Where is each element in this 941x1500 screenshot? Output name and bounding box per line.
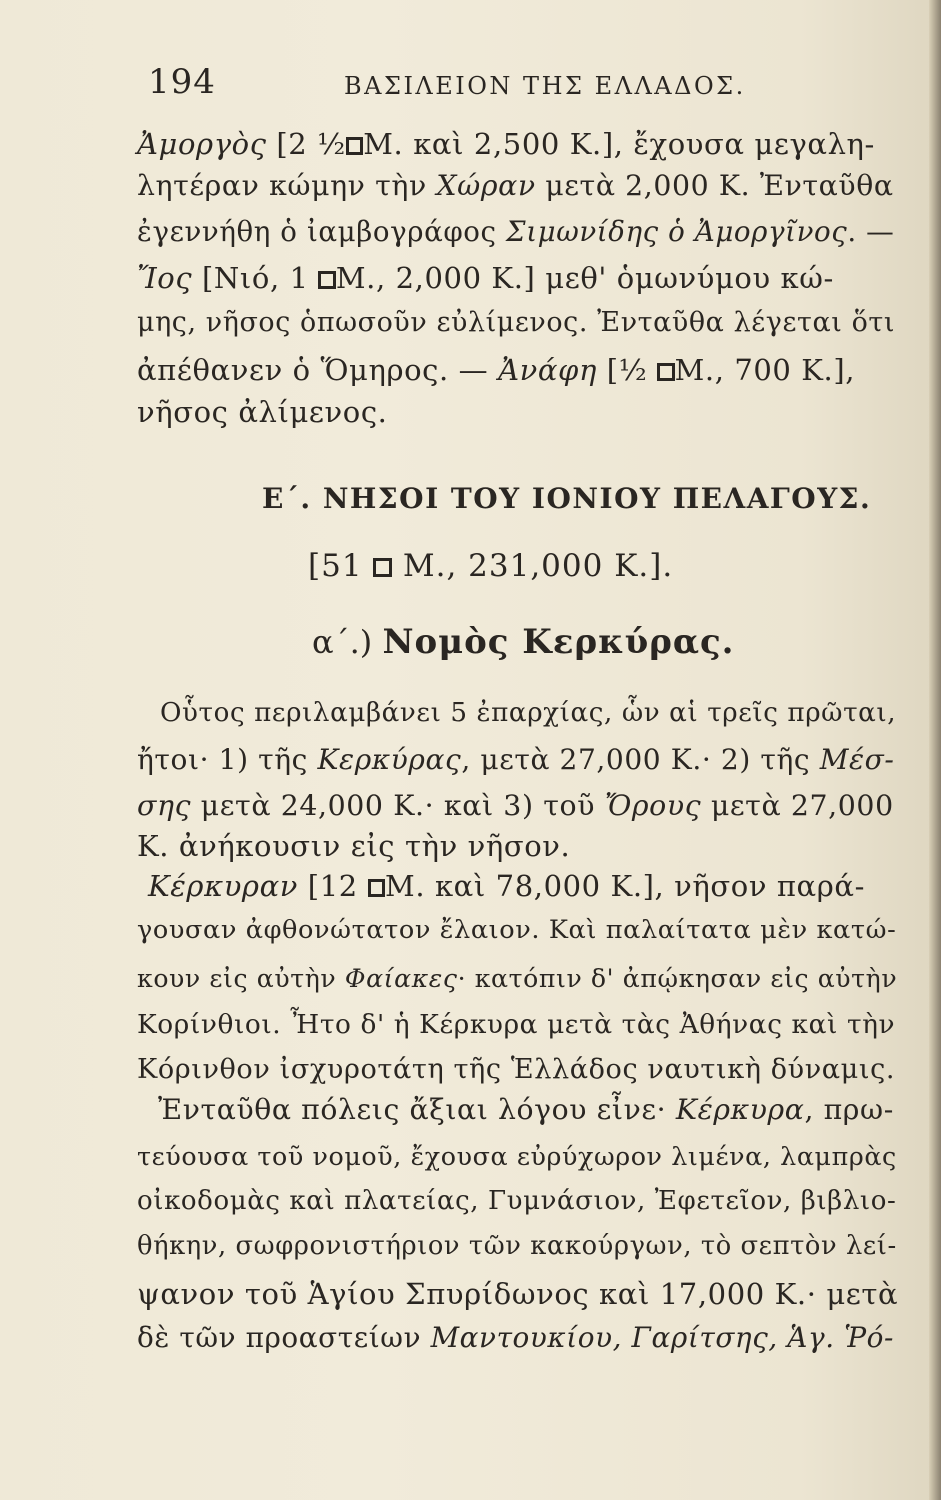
text-line: ἐγεννήθη ὁ ἰαμβογράφος Σιμωνίδης ὁ Ἀμοργῖνος. — — [137, 215, 895, 248]
text-line: Κόρινθον ἰσχυροτάτη τῆς Ἑλλάδος ναυτικὴ δύναμις. — [137, 1054, 896, 1085]
text-line: Ἀμοργὸς [2 ½ Μ. καὶ 2,500 Κ.], ἔχουσα μεγαλη- — [137, 127, 875, 161]
square-symbol-icon — [318, 271, 335, 288]
square-symbol-icon — [373, 558, 392, 577]
text-line: Κέρκυραν [12 Μ. καὶ 78,000 Κ.], νῆσον παρά- — [148, 869, 865, 903]
text-line: Ἐνταῦθα πόλεις ἄξιαι λόγου εἶνε· Κέρκυρα, πρω- — [158, 1093, 894, 1126]
text-line: ἤτοι· 1) τῆς Κερκύρας, μετὰ 27,000 Κ.· 2) τῆς Μέσ- — [137, 743, 895, 776]
square-symbol-icon — [346, 137, 363, 154]
text-line: Ἴος [Νιό, 1 Μ., 2,000 Κ.] μεθ' ὁμωνύμου κώ- — [137, 261, 834, 295]
text-line: λητέραν κώμην τὴν Χώραν μετὰ 2,000 Κ. Ἐνταῦθα — [137, 169, 894, 202]
section-stats: [51 Μ., 231,000 Κ.]. — [308, 548, 674, 584]
text-line: Κ. ἀνήκουσιν εἰς τὴν νῆσον. — [137, 829, 571, 863]
text-line: δὲ τῶν προαστείων Μαντουκίου, Γαρίτσης, Ἁγ. Ῥό- — [137, 1321, 895, 1354]
text-line: Κορίνθιοι. Ἦτο δ' ἡ Κέρκυρα μετὰ τὰς Ἀθήνας καὶ τὴν — [137, 1010, 896, 1040]
running-title: ΒΑΣΙΛΕΙΟΝ ΤΗΣ ΕΛΛΑΔΟΣ. — [344, 72, 746, 100]
text-line: κουν εἰς αὐτὴν Φαίακες· κατόπιν δ' ἀπῴκησαν εἰς αὐτὴν — [137, 964, 898, 993]
text-line: οἰκοδομὰς καὶ πλατείας, Γυμνάσιον, Ἐφετεῖον, βιβλιο- — [137, 1186, 897, 1216]
page-edge-shadow — [929, 0, 941, 1500]
text-line: ἀπέθανεν ὁ Ὅμηρος. — Ἀνάφη [½ Μ., 700 Κ.], — [137, 353, 856, 387]
text-line: τεύουσα τοῦ νομοῦ, ἔχουσα εὐρύχωρον λιμένα, λαμπρὰς — [137, 1141, 897, 1171]
text-line: Οὗτος περιλαμβάνει 5 ἐπαρχίας, ὧν αἱ τρεῖς πρῶται, — [160, 698, 897, 728]
subsection-heading: α΄.) Νομὸς Κερκύρας. — [312, 622, 735, 662]
square-symbol-icon — [368, 879, 385, 896]
square-symbol-icon — [657, 363, 674, 380]
text-line: θήκην, σωφρονιστήριον τῶν κακούργων, τὸ σεπτὸν λεί- — [137, 1231, 897, 1261]
text-line: γουσαν ἀφθονώτατον ἔλαιον. Καὶ παλαίτατα μὲν κατώ- — [137, 915, 897, 945]
text-line: ψανον τοῦ Ἁγίου Σπυρίδωνος καὶ 17,000 Κ.· μετὰ — [137, 1277, 899, 1311]
page-number: 194 — [148, 62, 216, 102]
text-line: μης, νῆσος ὁπωσοῦν εὐλίμενος. Ἐνταῦθα λέγεται ὅτι — [137, 307, 895, 338]
section-heading: Ε΄. ΝΗΣΟΙ ΤΟΥ ΙΟΝΙΟΥ ΠΕΛΑΓΟΥΣ. — [262, 482, 872, 515]
text-line: νῆσος ἀλίμενος. — [137, 395, 388, 429]
text-line: σης μετὰ 24,000 Κ.· καὶ 3) τοῦ Ὄρους μετὰ 27,000 — [137, 789, 894, 822]
page-header — [148, 62, 868, 112]
